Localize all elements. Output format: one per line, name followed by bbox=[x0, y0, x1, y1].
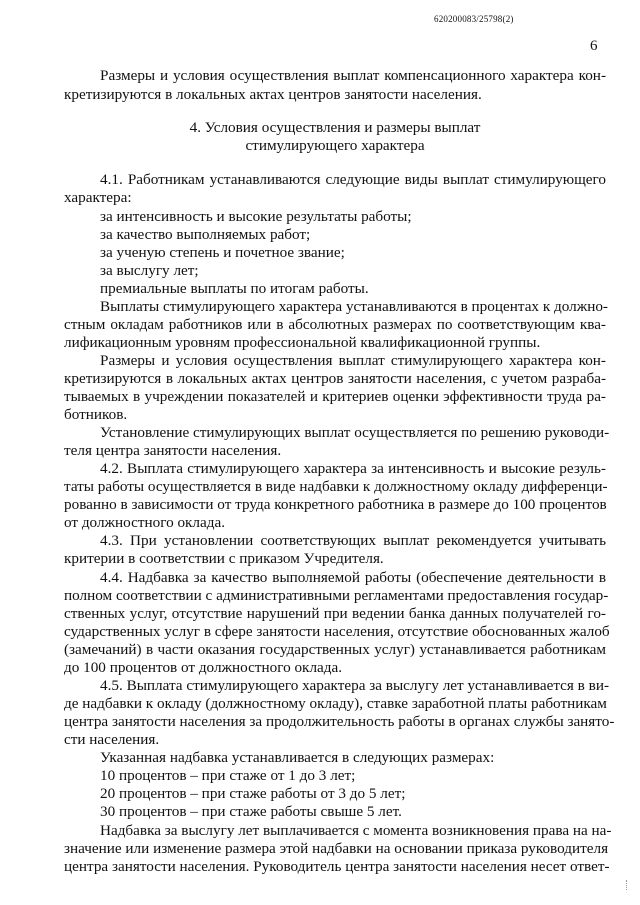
document-id: 620200083/25798(2) bbox=[434, 14, 514, 24]
text-line: 4.2. Выплата стимулирующего характера за интенсивность и высокие резуль- bbox=[100, 460, 606, 477]
text-line: значение или изменение размера этой надбавки на основании приказа руководителя bbox=[64, 840, 609, 857]
text-line: кретизируются в локальных актах центров занятости населения. bbox=[64, 86, 482, 103]
text-line: ботников. bbox=[64, 406, 128, 423]
text-line: 4.1. Работникам устанавливаются следующие виды выплат стимулирующего bbox=[100, 171, 606, 188]
list-item: 10 процентов – при стаже от 1 до 3 лет; bbox=[100, 767, 356, 784]
text-line: полном соответствии с административными регламентами предоставления государ- bbox=[64, 587, 609, 604]
list-item: за интенсивность и высокие результаты работы; bbox=[100, 208, 412, 225]
text-line: тываемых в учреждении показателей и критериев оценки эффективности труда ра- bbox=[64, 388, 606, 405]
list-item: за качество выполняемых работ; bbox=[100, 226, 311, 243]
section-heading: стимулирующего характера bbox=[245, 137, 425, 154]
section-heading: 4. Условия осуществления и размеры выплат bbox=[189, 119, 481, 136]
list-item: за ученую степень и почетное звание; bbox=[100, 244, 345, 261]
list-item: премиальные выплаты по итогам работы. bbox=[100, 280, 369, 297]
scan-edge-mark bbox=[626, 880, 632, 890]
text-line: лификационным уровням профессиональной квалификационной группы. bbox=[64, 334, 541, 351]
text-line: до 100 процентов от должностного оклада. bbox=[64, 659, 343, 676]
text-line: 4.4. Надбавка за качество выполняемой работы (обеспечение деятельности в bbox=[100, 569, 606, 586]
text-line: Размеры и условия осуществления выплат компенсационного характера кон- bbox=[100, 67, 606, 84]
text-line: ственных услуг, отсутствие нарушений при ведении банка данных получателей го- bbox=[64, 605, 606, 622]
text-line: от должностного оклада. bbox=[64, 514, 226, 531]
text-line: 4.3. При установлении соответствующих выплат рекомендуется учитывать bbox=[100, 532, 606, 549]
text-line: Размеры и условия осуществления выплат стимулирующего характера кон- bbox=[100, 352, 606, 369]
text-line: стным окладам работников или в абсолютных размерах по соответствующим ква- bbox=[64, 316, 606, 333]
page-number: 6 bbox=[590, 38, 598, 54]
text-line: сти населения. bbox=[64, 731, 160, 748]
list-item: 30 процентов – при стаже работы свыше 5 лет. bbox=[100, 803, 402, 820]
list-item: 20 процентов – при стаже работы от 3 до 5 лет; bbox=[100, 785, 406, 802]
text-line: Указанная надбавка устанавливается в следующих размерах: bbox=[100, 749, 495, 766]
text-line: Выплаты стимулирующего характера устанавливаются в процентах к должно- bbox=[100, 298, 608, 315]
text-line: рованно в зависимости от труда конкретного работника в размере до 100 процентов bbox=[64, 496, 607, 513]
text-line: сударственных услуг в сфере занятости населения, отсутствие обоснованных жалоб bbox=[64, 623, 610, 640]
text-line: Надбавка за выслугу лет выплачивается с момента возникновения права на на- bbox=[100, 822, 612, 839]
text-line: центра занятости населения. Руководитель центра занятости населения несет ответ- bbox=[64, 858, 610, 875]
text-line: Установление стимулирующих выплат осуществляется по решению руководи- bbox=[100, 424, 610, 441]
text-line: критерии в соответствии с приказом Учредителя. bbox=[64, 550, 384, 567]
list-item: за выслугу лет; bbox=[100, 262, 199, 279]
text-line: таты работы осуществляется в виде надбавки к должностному окладу дифференци- bbox=[64, 478, 608, 495]
text-line: центра занятости населения за продолжительность работы в органах службы занято- bbox=[64, 713, 615, 730]
text-line: характера: bbox=[64, 189, 132, 206]
text-line: де надбавки к окладу (должностному окладу), ставке заработной платы работникам bbox=[64, 695, 607, 712]
text-line: кретизируются в локальных актах центров занятости населения, с учетом разраба- bbox=[64, 370, 606, 387]
text-line: теля центра занятости населения. bbox=[64, 442, 282, 459]
text-line: (замечаний) в части оказания государственных услуг) устанавливается работникам bbox=[64, 641, 606, 658]
text-line: 4.5. Выплата стимулирующего характера за выслугу лет устанавливается в ви- bbox=[100, 677, 610, 694]
